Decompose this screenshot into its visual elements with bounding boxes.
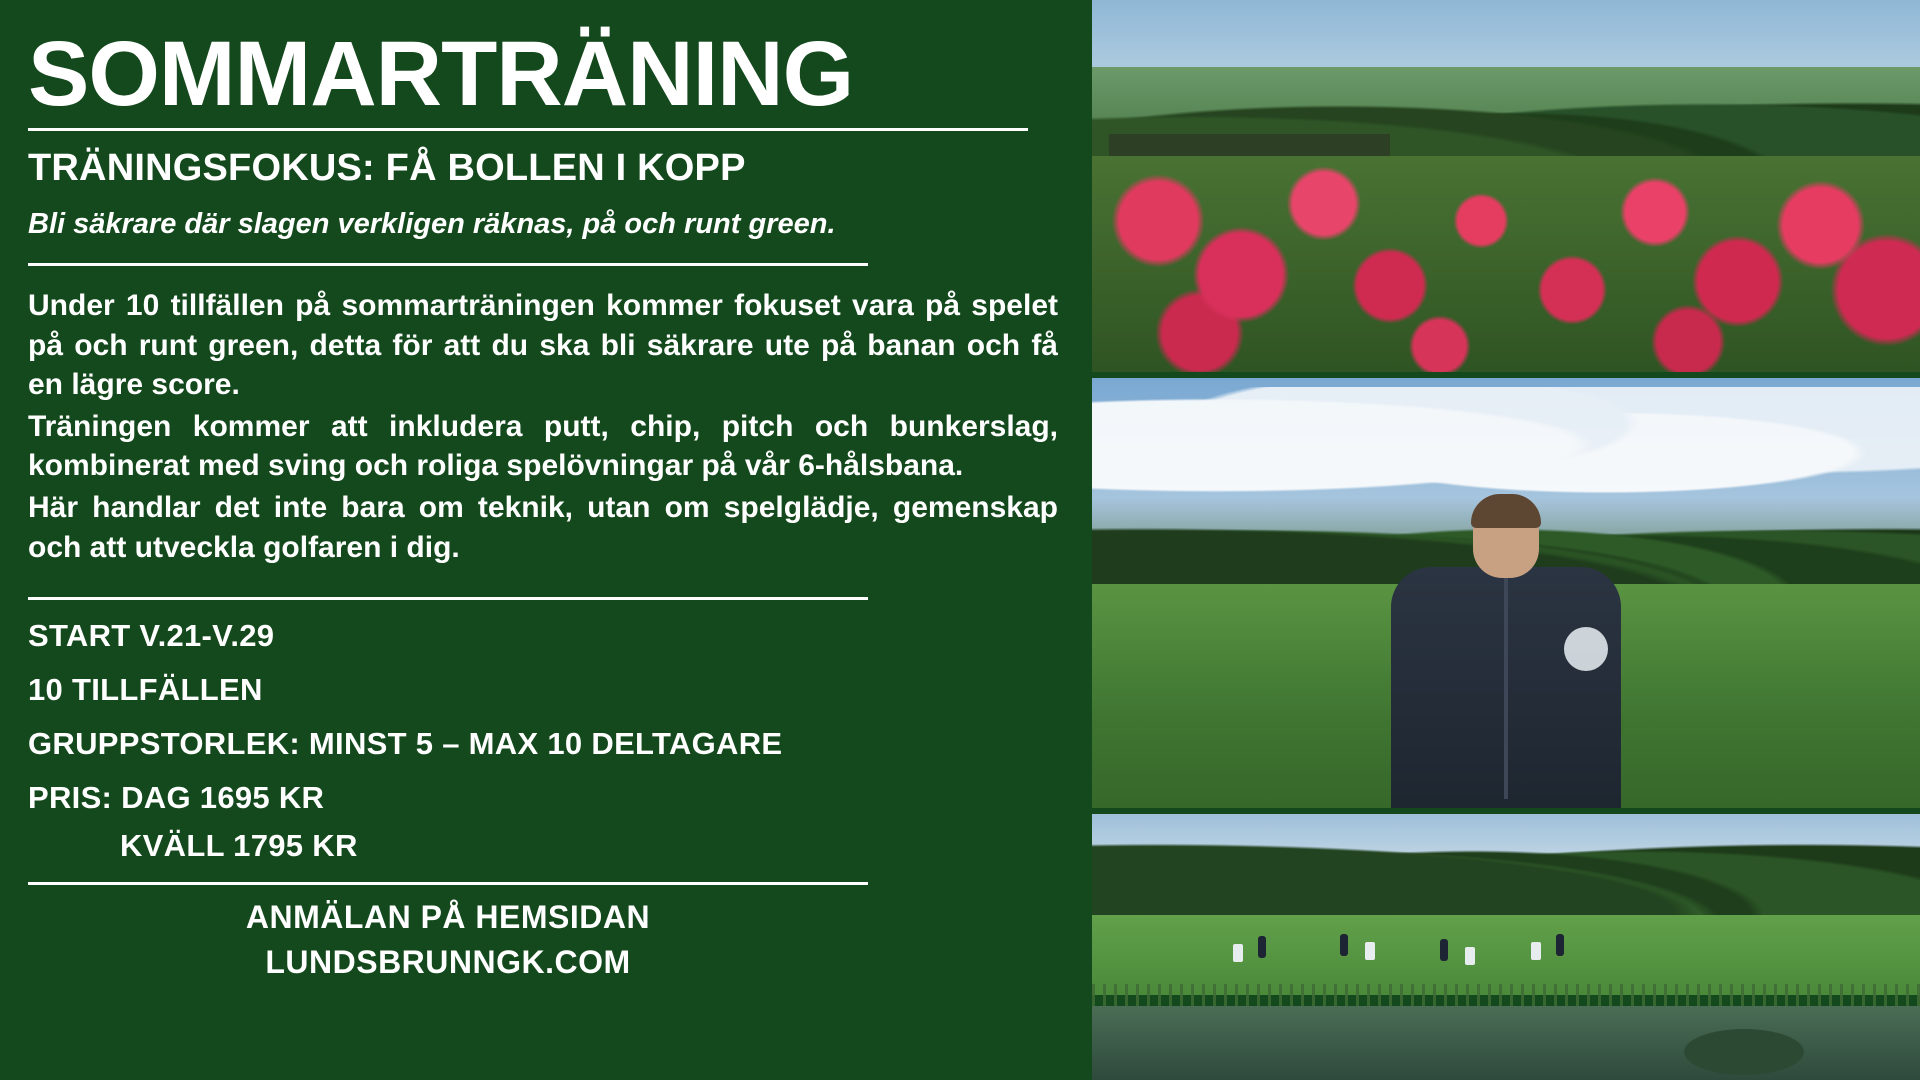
golfer-figure <box>1258 936 1266 958</box>
photo-column <box>1092 0 1920 1080</box>
body-paragraph-1: Under 10 tillfällen på sommarträningen kommer fokuset vara på spelet på och runt green, detta för att du ska bli säkrare ute på banan och få en lägre score. <box>28 289 1058 402</box>
treeline <box>1092 814 1920 926</box>
fact-price-day: PRIS: DAG 1695 KR <box>28 780 325 816</box>
photo-golfers-on-fairway-with-pond <box>1092 814 1920 1080</box>
tagline: Bli säkrare där slagen verkligen räknas, på och runt green. <box>28 208 836 240</box>
fairway <box>1092 915 1920 995</box>
golfer-figure <box>1440 939 1448 961</box>
golfer-figure <box>1340 934 1348 956</box>
training-focus-heading: TRÄNINGSFOKUS: FÅ BOLLEN I KOPP <box>28 147 746 189</box>
page-title: SOMMARTRÄNING <box>28 23 854 125</box>
golf-bag <box>1233 944 1243 962</box>
facts-list <box>28 618 1062 864</box>
golfer-figure <box>1556 934 1564 956</box>
pond-bush <box>1684 1029 1804 1075</box>
fact-sessions: 10 TILLFÄLLEN <box>28 672 263 708</box>
body-copy <box>28 286 1058 567</box>
signup-instruction: ANMÄLAN PÅ HEMSIDAN <box>245 899 651 936</box>
body-paragraph-3: Här handlar det inte bara om teknik, utan om spelglädje, gemenskap och att utveckla golfaren i dig. <box>28 490 1058 564</box>
golf-bag <box>1465 947 1475 965</box>
photo-golf-course-with-red-flowers <box>1092 0 1920 372</box>
fact-start-weeks: START V.21-V.29 <box>28 618 275 654</box>
golf-bag <box>1531 942 1541 960</box>
golf-bag <box>1365 942 1375 960</box>
website-url[interactable]: LUNDSBRUNNGK.COM <box>265 944 631 981</box>
body-paragraph-2: Träningen kommer att inkludera putt, chip, pitch och bunkerslag, kombinerat med sving och roliga spelövningar på vår 6-hålsbana. <box>28 409 1058 483</box>
divider-above-footer <box>28 882 868 885</box>
divider-title <box>28 128 1028 131</box>
jacket-zipper <box>1504 576 1508 800</box>
fact-price-evening: KVÄLL 1795 KR <box>120 828 358 864</box>
footer <box>28 899 868 981</box>
fact-group-size: GRUPPSTORLEK: MINST 5 – MAX 10 DELTAGARE <box>28 726 783 762</box>
divider-above-facts <box>28 597 868 600</box>
photo-golf-pro-portrait <box>1092 378 1920 808</box>
red-flower-bed <box>1092 156 1920 372</box>
